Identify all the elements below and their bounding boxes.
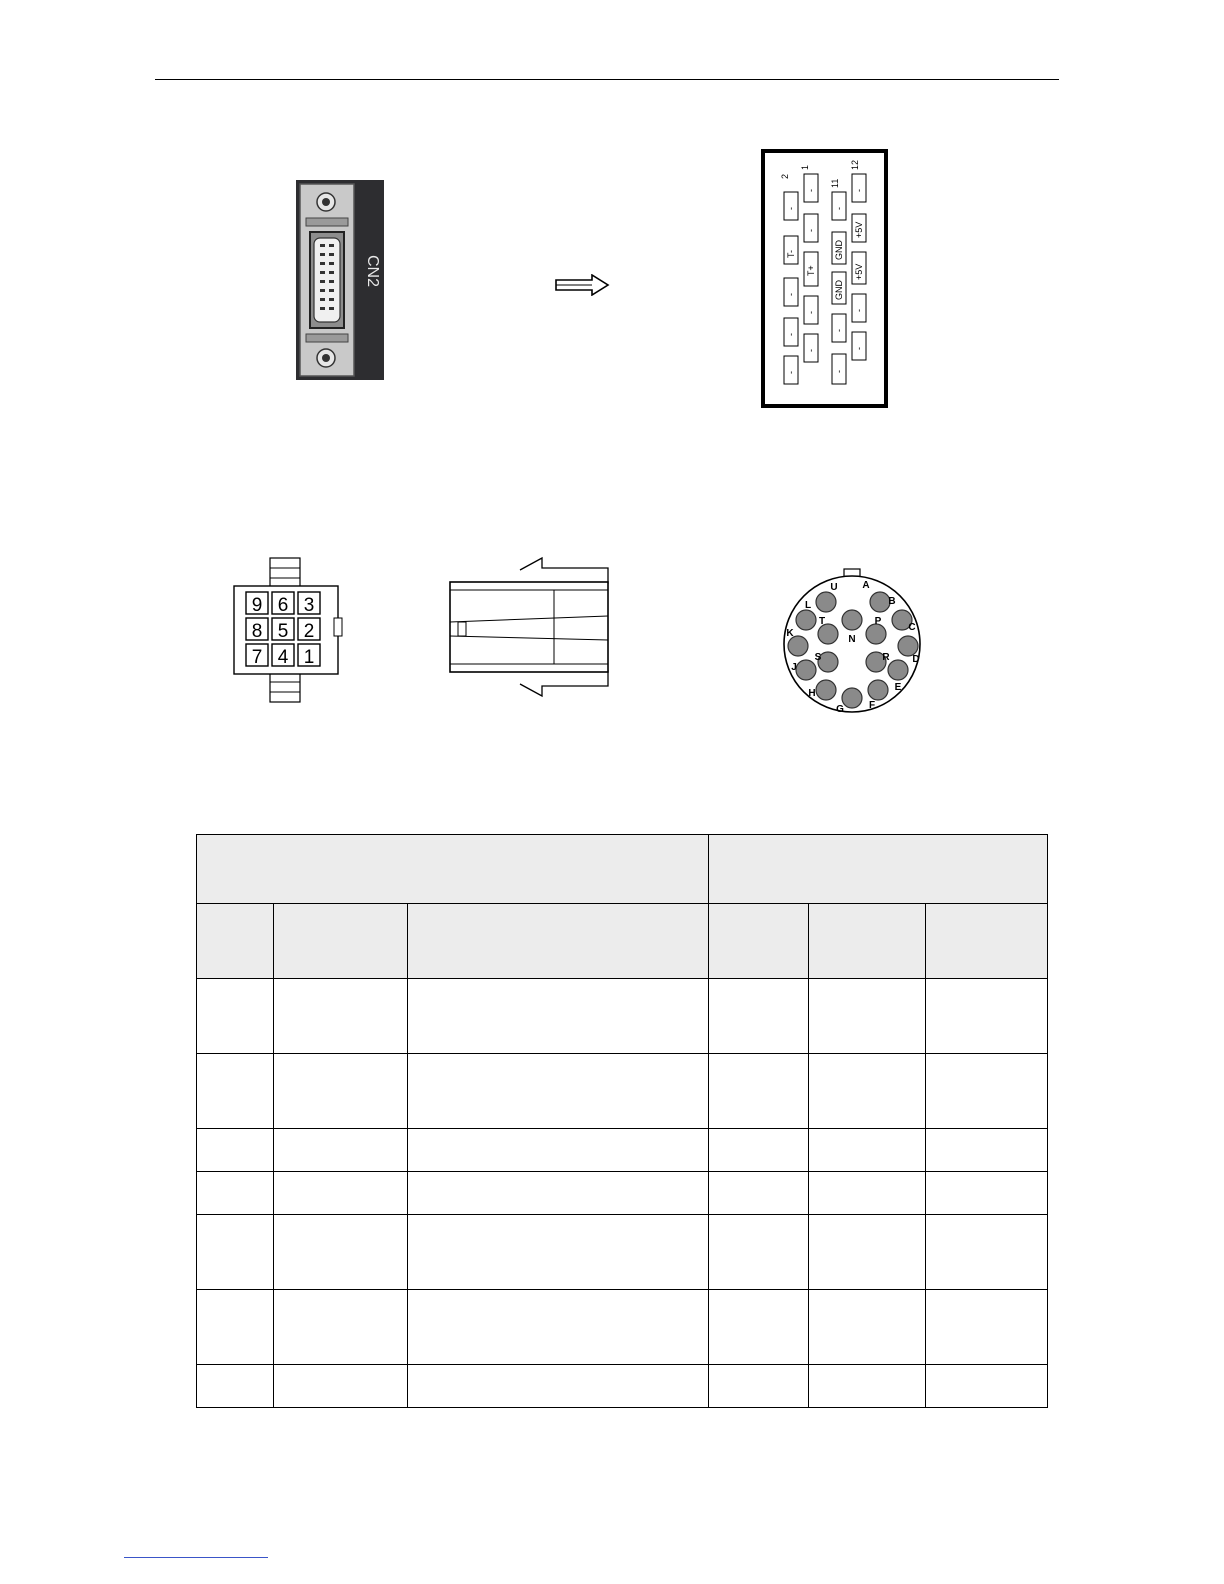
table-column-header-row	[197, 904, 1048, 979]
housing-body	[450, 582, 608, 672]
pin-l-label: L	[804, 600, 812, 611]
pin-r-label: R	[882, 652, 890, 663]
table-row	[197, 1365, 1048, 1408]
molex-connector-side-view	[446, 554, 612, 700]
molex-9pin-front-view	[230, 556, 346, 704]
svg-text:-: -	[786, 207, 796, 210]
t-plus-label: T+	[806, 265, 816, 276]
svg-text:-: -	[806, 311, 816, 314]
pin-cell	[832, 354, 846, 384]
pin-cell	[804, 214, 818, 242]
column-header-cell	[926, 904, 1048, 979]
table-row	[197, 1129, 1048, 1172]
molex-pin-8: 8	[251, 621, 263, 642]
svg-text:-: -	[806, 349, 816, 352]
pin-f-label: F	[868, 700, 876, 711]
pin-s-label: S	[814, 652, 822, 663]
pin-cell	[852, 332, 866, 360]
group-header-cell	[709, 835, 1048, 904]
pin-insert	[314, 238, 340, 322]
svg-text:-: -	[854, 347, 864, 350]
pin-d-label: D	[912, 654, 920, 665]
pin-p-label: P	[874, 616, 882, 627]
pin-cell	[784, 278, 798, 306]
pin-c-label: C	[908, 622, 916, 633]
svg-text:-: -	[854, 189, 864, 192]
pin-number-2: 2	[780, 173, 790, 179]
cn2-label: CN2	[364, 255, 381, 288]
cn2-connector-photo	[296, 180, 384, 380]
table-group-header-row	[197, 835, 1048, 904]
molex-pin-2: 2	[303, 621, 315, 642]
pin-cell-11	[832, 192, 846, 220]
header-rule	[155, 79, 1059, 80]
top-latch	[520, 558, 608, 584]
pin-a-label: A	[862, 580, 870, 591]
pinout-frame	[763, 151, 886, 406]
svg-text:-: -	[834, 207, 844, 210]
molex-pin-7: 7	[251, 647, 263, 668]
molex-pin-4: 4	[277, 647, 289, 668]
molex-pin-5: 5	[277, 621, 289, 642]
pin-cell	[804, 296, 818, 324]
column-header-cell	[197, 904, 274, 979]
column-header-cell	[709, 904, 809, 979]
pin-number-11: 11	[830, 178, 840, 188]
table-row	[197, 1290, 1048, 1365]
svg-text:-: -	[786, 333, 796, 336]
pin-cell	[832, 314, 846, 342]
table-row	[197, 1054, 1048, 1129]
circular-connector-diagram	[780, 566, 926, 716]
svg-text:-: -	[854, 309, 864, 312]
pin-cell-1	[804, 174, 818, 202]
table-row	[197, 979, 1048, 1054]
pin-u-label: U	[830, 582, 838, 593]
bottom-latch	[520, 670, 608, 696]
group-header-cell	[197, 835, 709, 904]
molex-pin-9: 9	[251, 595, 263, 616]
pin-k-label: K	[786, 628, 794, 639]
pin-n-label: N	[848, 634, 856, 645]
column-header-cell	[809, 904, 926, 979]
column-header-cell	[408, 904, 709, 979]
pin-cell	[784, 318, 798, 346]
pin-b-label: B	[888, 596, 896, 607]
pin-j-label: J	[791, 662, 797, 673]
svg-text:-: -	[786, 293, 796, 296]
svg-text:-: -	[806, 229, 816, 232]
pin-number-1: 1	[800, 164, 810, 170]
pin-cell	[784, 192, 798, 220]
svg-text:-: -	[786, 371, 796, 374]
column-header-cell	[274, 904, 408, 979]
table-row	[197, 1215, 1048, 1290]
gnd-label: GND	[834, 240, 844, 260]
svg-text:-: -	[834, 329, 844, 332]
pin-cell	[852, 294, 866, 322]
pin-cell	[804, 334, 818, 362]
footer-link-rule[interactable]	[124, 1557, 268, 1558]
pin-definition-table	[196, 834, 1048, 1408]
pin-number-12: 12	[850, 159, 860, 170]
molex-pin-3: 3	[303, 595, 315, 616]
pin-cell-t-minus	[784, 236, 798, 264]
pin-t-label: T	[818, 616, 826, 627]
table-row	[197, 1172, 1048, 1215]
molex-pin-6: 6	[277, 595, 289, 616]
plus-5v-label: +5V	[854, 221, 864, 238]
pin-e-label: E	[894, 682, 902, 693]
plus-5v-label: +5V	[854, 263, 864, 280]
pin-cell-12	[852, 174, 866, 202]
cn2-pinout-diagram	[760, 148, 892, 410]
pin-h-label: H	[808, 688, 816, 699]
gnd-label: GND	[834, 280, 844, 300]
pin-cell	[784, 356, 798, 384]
right-arrow-icon	[554, 274, 610, 296]
t-minus-label: T-	[786, 250, 796, 258]
pin-g-label: G	[836, 704, 844, 715]
svg-text:-: -	[806, 189, 816, 192]
svg-text:-: -	[834, 370, 844, 373]
molex-pin-1: 1	[303, 647, 315, 668]
